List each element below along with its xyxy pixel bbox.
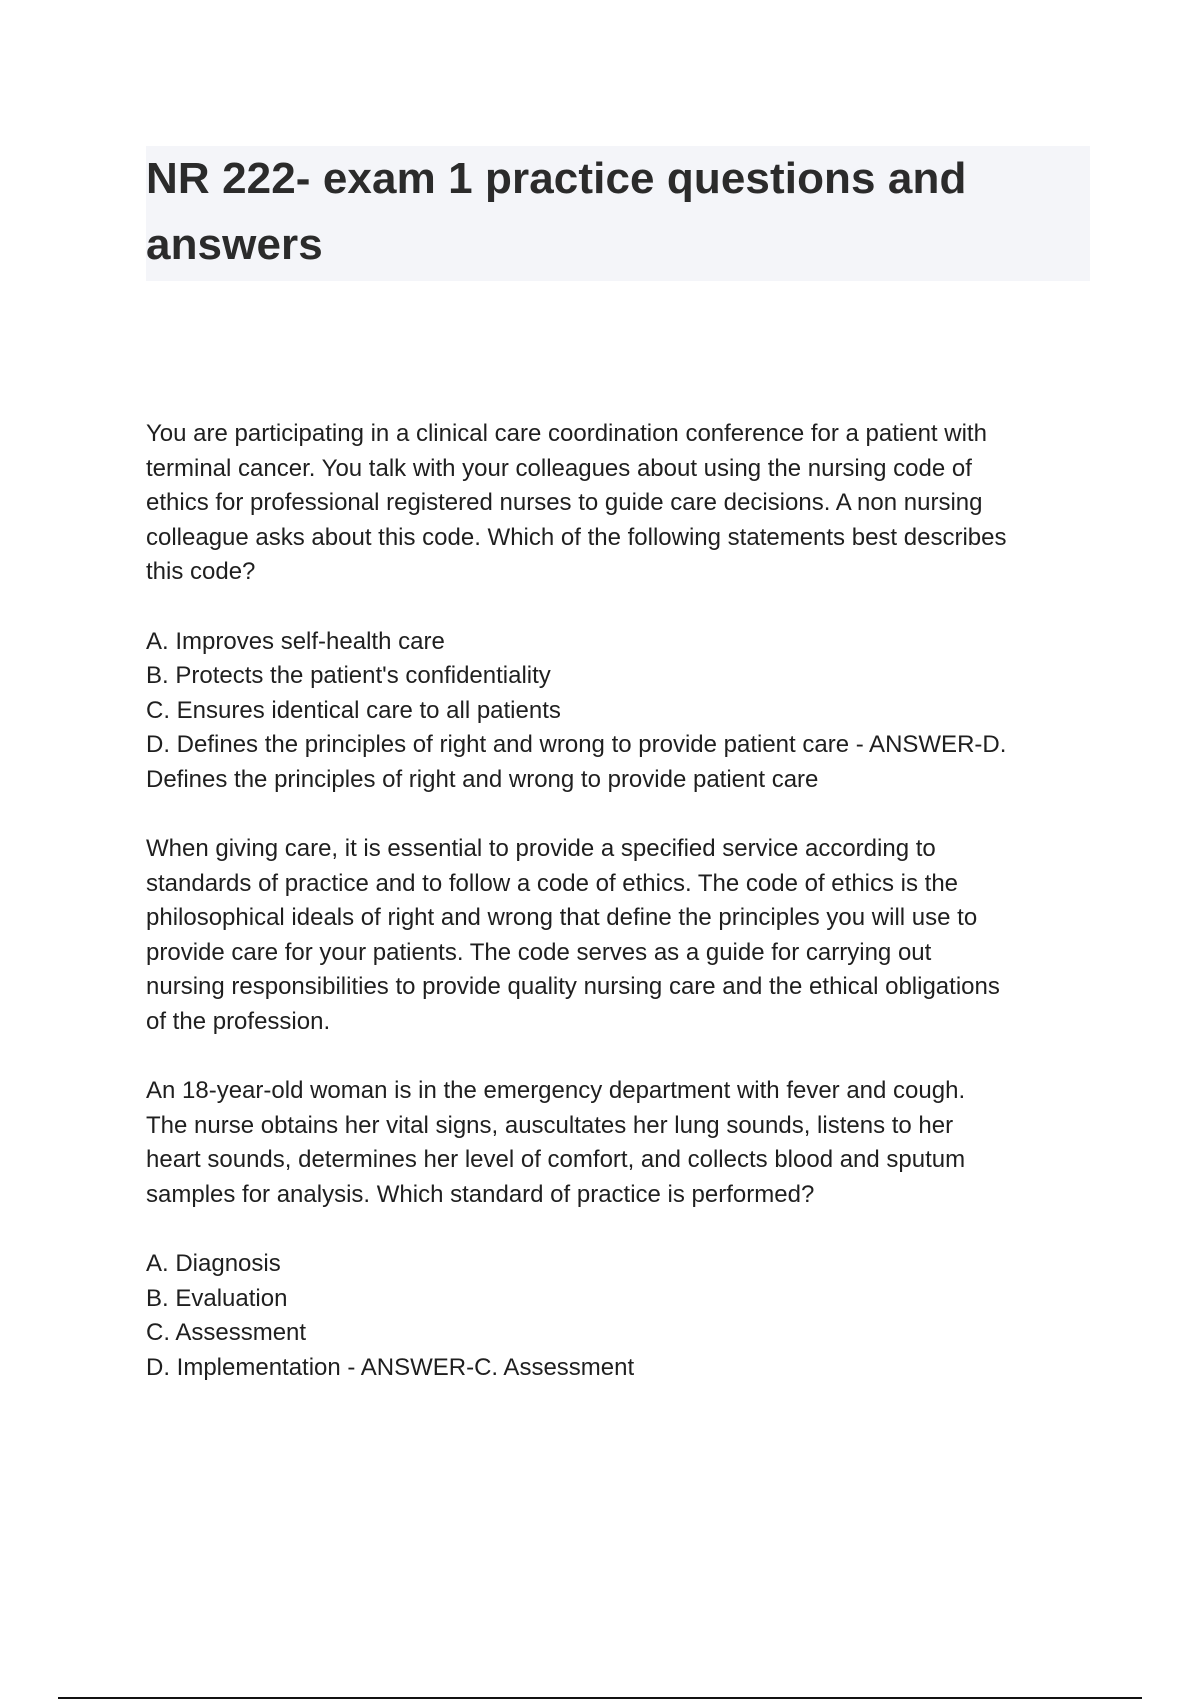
question-2-options (146, 1247, 1096, 1385)
question-1-options (146, 625, 1096, 798)
question-1-option-b: B. Protects the patient's confidentiality (146, 662, 551, 689)
question-2-option-c: C. Assessment (146, 1319, 307, 1346)
page-title: NR 222- exam 1 practice questions and answers (146, 154, 967, 269)
question-1-prompt: You are participating in a clinical care coordination conference for a patient with terminal cancer. You talk with your colleagues about using the nursing code of ethics for professional registered nurses to guide care decisions. A non nursing colleague asks about this code. Which of the following statements best describes this code? (146, 420, 1007, 585)
question-2-option-a: A. Diagnosis (146, 1250, 281, 1277)
document-body (146, 417, 1096, 1385)
question-2-option-d-answer: D. Implementation - ANSWER-C. Assessment (146, 1353, 635, 1381)
question-1-option-d-answer: D. Defines the principles of right and wrong to provide patient care - ANSWER-D. Defines the principles of right and wrong to provide patient care (146, 731, 1007, 793)
question-1-option-a: A. Improves self-health care (146, 627, 445, 655)
page-footer-divider (58, 1697, 1142, 1699)
question-1-option-c: C. Ensures identical care to all patients (146, 696, 561, 724)
title-banner (146, 146, 1090, 281)
question-1-rationale: When giving care, it is essential to provide a specified service according to standards of practice and to follow a code of ethics. The code of ethics is the philosophical ideals of right and wrong that define the principles you will use to provide care for your patients. The code serves as a guide for carrying out nursing responsibilities to provide quality nursing care and the ethical obligations of the profession. (146, 835, 1000, 1035)
question-2-prompt: An 18-year-old woman is in the emergency department with fever and cough. The nurse obtains her vital signs, auscultates her lung sounds, listens to her heart sounds, determines her level of comfort, and collects blood and sputum samples for analysis. Which standard of practice is performed? (146, 1077, 966, 1208)
question-2-option-b: B. Evaluation (146, 1284, 288, 1312)
